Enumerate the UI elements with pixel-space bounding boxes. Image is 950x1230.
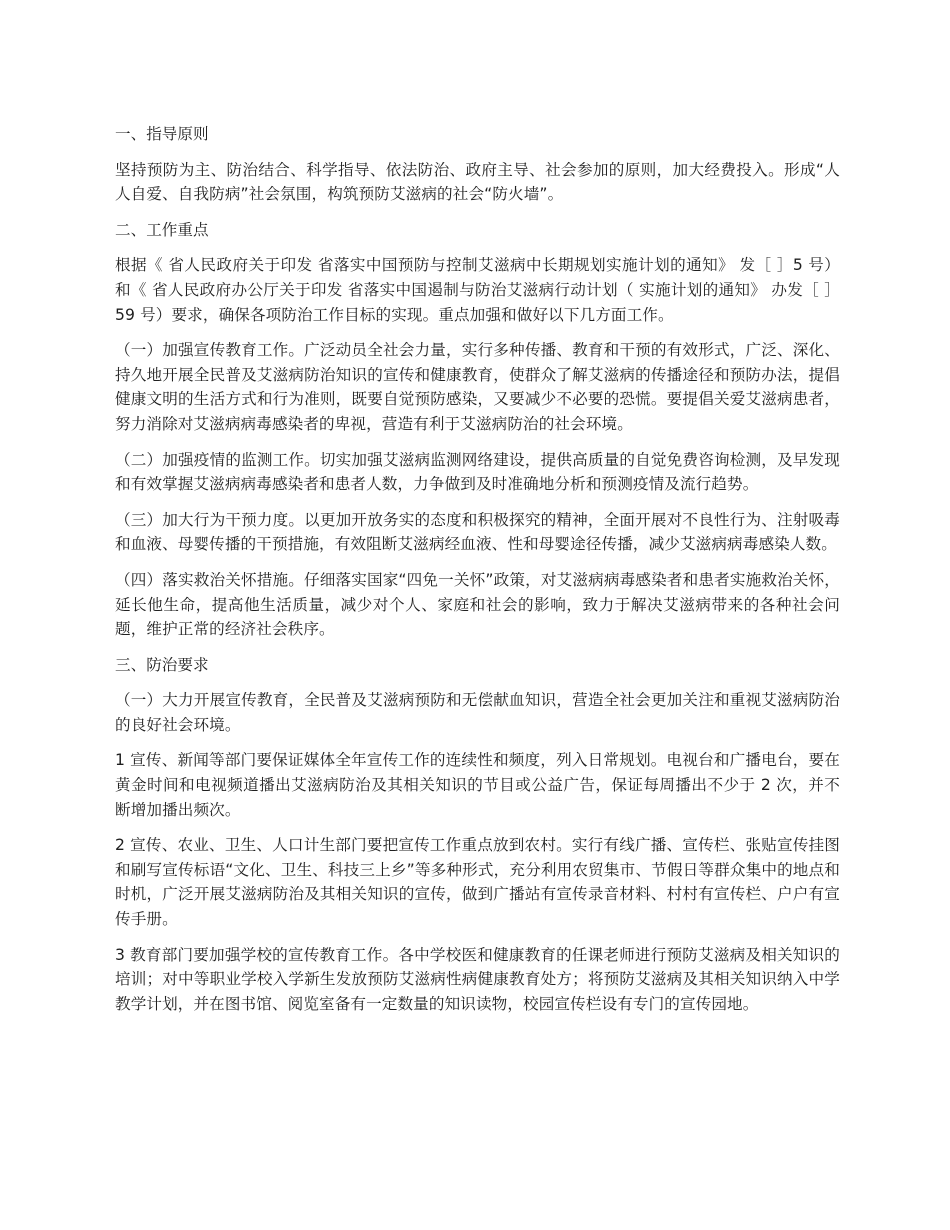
paragraph-behavior-intervention: （三）加大行为干预力度。以更加开放务实的态度和积极探究的精神，全面开展对不良性行为、注射吸毒和血液、母婴传播的干预措施，有效阻断艾滋病经血液、性和母婴途径传播，减少艾滋病病毒感染人数。 <box>115 510 840 554</box>
section-heading-guiding-principles: 一、指导原则 <box>115 125 209 143</box>
paragraph-item-1-media: 1 宣传、新闻等部门要保证媒体全年宣传工作的连续性和频度，列入日常规划。电视台和广播电台，要在黄金时间和电视频道播出艾滋病防治及其相关知识的节目或公益广告，保证每周播出不少于 2 次，并不断增加播出频次。 <box>115 751 840 819</box>
paragraph-requirement-intro: （一）大力开展宣传教育，全民普及艾滋病预防和无偿献血知识，营造全社会更加关注和重视艾滋病防治的良好社会环境。 <box>115 691 840 734</box>
paragraph-item-3-schools: 3 教育部门要加强学校的宣传教育工作。各中学校医和健康教育的任课老师进行预防艾滋病及相关知识的培训；对中等职业学校入学新生发放预防艾滋病性病健康教育处方；将预防艾滋病及其相关知识纳入中学教学计划，并在图书馆、阅览室备有一定数量的知识读物，校园宣传栏设有专门的宣传园地。 <box>115 945 840 1013</box>
paragraph-work-basis: 根据《 省人民政府关于印发 省落实中国预防与控制艾滋病中长期规划实施计划的通知》 发［ ］5 号）和《 省人民政府办公厅关于印发 省落实中国遏制与防治艾滋病行动计划（ 实施计划的通知》 办发［ ］59 号）要求，确保各项防治工作目标的实现。重点加强和做好以下几方面工作。 <box>115 256 840 324</box>
paragraph-item-2-rural: 2 宣传、农业、卫生、人口计生部门要把宣传工作重点放到农村。实行有线广播、宣传栏、张贴宣传挂图和刷写宣传标语“文化、卫生、科技三上乡”等多种形式，充分利用农贸集市、节假日等群众集中的地点和时机，广泛开展艾滋病防治及其相关知识的宣传，做到广播站有宣传录音材料、村村有宣传栏、户户有宣传手册。 <box>115 836 840 929</box>
paragraph-guiding-principles: 坚持预防为主、防治结合、科学指导、依法防治、政府主导、社会参加的原则，加大经费投入。形成“人人自爱、自我防病”社会氛围，构筑预防艾滋病的社会“防火墙”。 <box>115 160 840 204</box>
paragraph-epidemic-monitoring: （二）加强疫情的监测工作。切实加强艾滋病监测网络建设，提供高质量的自觉免费咨询检测，及早发现和有效掌握艾滋病病毒感染者和患者人数，力争做到及时准确地分析和预测疫情及流行趋势。 <box>115 450 840 494</box>
section-heading-work-focus: 二、工作重点 <box>115 220 209 239</box>
document-body <box>115 122 840 1027</box>
section-heading-requirements: 三、防治要求 <box>115 655 209 674</box>
paragraph-treatment-care: （四）落实救治关怀措施。仔细落实国家“四免一关怀”政策，对艾滋病病毒感染者和患者实施救治关怀，延长他生命，提高他生活质量，减少对个人、家庭和社会的影响，致力于解决艾滋病带来的各种社会问题，维护正常的经济社会秩序。 <box>115 570 840 639</box>
paragraph-publicity-education: （一）加强宣传教育工作。广泛动员全社会力量，实行多种传播、教育和干预的有效形式，广泛、深化、持久地开展全民普及艾滋病防治知识的宣传和健康教育，使群众了解艾滋病的传播途径和预防办法，提倡健康文明的生活方式和行为准则，既要自觉预防感染，又要减少不必要的恐慌。要提倡关爱艾滋病患者，努力消除对艾滋病病毒感染者的卑视，营造有利于艾滋病防治的社会环境。 <box>115 341 840 433</box>
